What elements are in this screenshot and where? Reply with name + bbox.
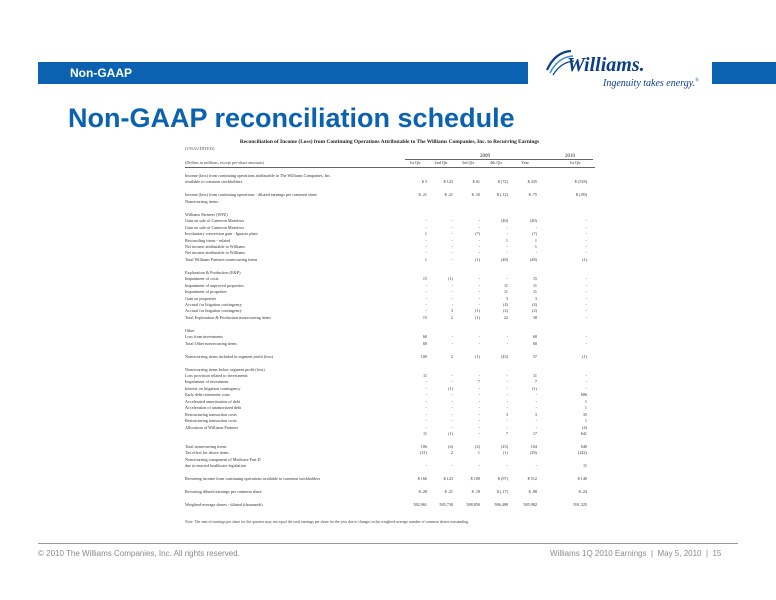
row-value: - <box>506 231 508 237</box>
row-value: - <box>585 372 587 378</box>
row-label: Restructuring transaction costs <box>185 418 237 424</box>
row-value: $ (.89) <box>575 192 587 198</box>
row-value: $ (518) <box>574 179 587 185</box>
row-value: - <box>506 398 508 404</box>
row-value: - <box>535 424 537 430</box>
row-label: Gain on properties <box>185 295 217 301</box>
footer-date: May 5, 2010 <box>657 549 702 558</box>
row-value: 100 <box>420 353 427 359</box>
row-value: 7 <box>505 431 508 436</box>
column-header: 4th Qtr <box>490 160 502 165</box>
brand-tagline-text: Ingenuity takes energy. <box>603 78 696 89</box>
row-value: - <box>506 463 508 469</box>
row-value: (4) <box>582 424 587 430</box>
row-value: (2) <box>503 308 508 314</box>
row-value: 22 <box>503 314 508 320</box>
footer-event: Williams 1Q 2010 Earnings <box>550 549 647 558</box>
footer-page-number: 15 <box>712 549 722 558</box>
row-value: - <box>425 289 427 295</box>
row-value: - <box>425 424 427 430</box>
row-value: 3 <box>534 411 537 417</box>
row-value: 3 <box>534 295 537 301</box>
header-rule <box>185 167 595 168</box>
row-value: - <box>451 398 453 404</box>
row-label: Impairment of investment <box>185 379 229 385</box>
row-value: - <box>451 424 453 430</box>
row-value: (4) <box>532 302 537 307</box>
row-label: Nonrecurring items included in segment profit (loss) <box>185 353 274 359</box>
row-value: - <box>478 295 480 301</box>
row-value: - <box>451 379 453 385</box>
row-label: Accelerated amortization of debt <box>185 398 240 404</box>
row-value: - <box>478 243 480 249</box>
row-value: $ (97) <box>497 476 508 482</box>
row-value: - <box>506 334 508 340</box>
row-value: (48) <box>530 256 537 262</box>
row-value: - <box>506 276 508 282</box>
row-label: Impairment of properties <box>185 289 227 295</box>
row-value: $ .28 <box>418 489 427 495</box>
row-value: 15 <box>422 276 427 282</box>
row-label: Acceleration of unamortized debt <box>185 405 242 411</box>
row-value: 1 <box>477 450 480 456</box>
row-label: Williams Partners (WPZ) <box>185 211 228 217</box>
row-value: - <box>425 392 427 398</box>
row-label: Involuntary conversion gain - Ignacio plant <box>185 231 258 237</box>
row-value: - <box>585 308 587 314</box>
row-value: - <box>425 379 427 385</box>
row-value: - <box>451 372 453 378</box>
brand-tagline <box>603 78 699 89</box>
row-value: 1 <box>424 256 427 262</box>
row-value: (1) <box>475 256 480 262</box>
row-label: Weighted-average shares - diluted (thousands) <box>185 501 263 507</box>
row-value: 1 <box>584 398 587 404</box>
row-value: (29) <box>530 450 537 456</box>
row-value: $ 435 <box>527 179 537 185</box>
row-value: 38 <box>532 314 537 320</box>
row-value: $ .10 <box>471 192 480 198</box>
row-value: - <box>535 463 537 469</box>
row-value: 60 <box>532 340 537 346</box>
row-value: - <box>451 340 453 346</box>
year-2010-label: 2010 <box>565 154 575 159</box>
row-label: Interest on litigation contingency <box>185 385 241 391</box>
row-value: 35 <box>582 411 587 417</box>
row-label: Total Williams Partners nonrecurring items <box>185 256 258 262</box>
row-value: 586,409 <box>494 501 508 507</box>
row-value: - <box>478 424 480 430</box>
row-value: 104 <box>530 443 537 449</box>
row-value: - <box>451 334 453 340</box>
row-value: - <box>478 237 480 243</box>
row-value: - <box>478 385 480 391</box>
row-value: - <box>506 385 508 391</box>
row-value: (7) <box>475 231 480 237</box>
schedule-title: Reconciliation of Income (Loss) from Continuing Operations Attributable to The Williams Companies, Inc. to Recurring Earnings <box>239 139 540 145</box>
row-value: $ 166 <box>417 476 427 482</box>
row-value: - <box>478 418 480 424</box>
row-label: Accrual for litigation contingency <box>185 302 242 307</box>
row-value: (1) <box>475 353 480 359</box>
row-value: - <box>585 379 587 385</box>
row-value: - <box>425 224 427 230</box>
row-value: 57 <box>532 353 537 359</box>
column-header: 2nd Qtr <box>434 160 448 165</box>
row-value: - <box>506 224 508 230</box>
row-value: 15 <box>532 276 537 282</box>
row-value: $ .75 <box>528 192 537 198</box>
row-value: - <box>585 340 587 346</box>
row-value: 106 <box>420 443 427 449</box>
row-value: - <box>585 314 587 320</box>
row-value: - <box>478 398 480 404</box>
row-value: $ .18 <box>471 489 480 495</box>
row-label: available to common stockholders <box>185 179 243 185</box>
column-header: 3rd Qtr <box>461 160 475 165</box>
row-value: (31) <box>420 450 427 456</box>
row-value: - <box>425 243 427 249</box>
row-value: - <box>478 224 480 230</box>
row-value: - <box>535 418 537 424</box>
row-value: - <box>425 302 427 307</box>
row-value: - <box>585 231 587 237</box>
row-value: - <box>585 237 587 243</box>
row-value: 17 <box>532 431 537 436</box>
row-value: $ 61 <box>472 179 480 185</box>
row-value: (2) <box>475 443 480 449</box>
row-value: - <box>425 385 427 391</box>
row-value: - <box>425 295 427 301</box>
row-value: 15 <box>422 314 427 320</box>
row-label: Net income attributable to Williams <box>185 250 245 256</box>
row-value: - <box>506 243 508 249</box>
row-value: - <box>585 224 587 230</box>
row-value: - <box>451 411 453 417</box>
row-value: $ (.12) <box>496 192 508 198</box>
row-value: - <box>585 250 587 256</box>
row-value: - <box>425 405 427 411</box>
row-value: 3 <box>450 308 453 314</box>
row-value: - <box>478 411 480 417</box>
row-value: - <box>585 276 587 282</box>
row-value: - <box>585 385 587 391</box>
row-value: - <box>451 250 453 256</box>
row-label: Accrual for litigation contingency <box>185 308 242 314</box>
row-value: - <box>506 372 508 378</box>
row-value: (1) <box>532 385 537 391</box>
row-value: 3 <box>505 295 508 301</box>
row-label: Gain on sale of Cameron Meadows <box>185 218 245 224</box>
column-header: 1st Qtr <box>409 160 421 165</box>
row-value: - <box>478 392 480 398</box>
row-value: - <box>506 418 508 424</box>
row-value: - <box>478 334 480 340</box>
row-value: $ .21 <box>444 489 453 495</box>
row-label: Recurring income from continuing operations available to common stockholders <box>185 476 321 482</box>
row-value: - <box>451 224 453 230</box>
row-value: 7 <box>477 379 480 385</box>
row-value: 11 <box>503 282 508 288</box>
row-label: Gain on sale of Cameron Meadows <box>185 224 245 230</box>
row-value: (1) <box>448 385 453 391</box>
column-header: Year <box>521 160 529 165</box>
row-value: $ 140 <box>577 476 587 482</box>
row-label: Total nonrecurring items <box>185 443 227 449</box>
row-value: 11 <box>422 372 427 378</box>
row-value: - <box>478 463 480 469</box>
row-label: Restructuring transaction costs <box>185 411 237 417</box>
brand-name: Williams. <box>567 54 645 76</box>
row-value: 591,325 <box>573 501 587 507</box>
row-value: 7 <box>534 379 537 385</box>
row-value: 640 <box>580 443 587 449</box>
row-value: 60 <box>532 334 537 340</box>
row-value: (1) <box>582 353 587 359</box>
schedule-note: Note: The sum of earnings per share for the quarters may not equal the total earnings per share for the year due to changes in the weighted-average number of common shares outstanding. <box>185 520 469 524</box>
row-label: Nonrecurring items below segment profit (loss) <box>185 366 265 372</box>
page-title: Non-GAAP reconciliation schedule <box>68 103 515 133</box>
row-value: 582,961 <box>413 501 427 507</box>
row-value: - <box>451 243 453 249</box>
row-value: - <box>425 282 427 288</box>
row-value: - <box>425 218 427 224</box>
row-value: 1 <box>424 231 427 237</box>
row-value: - <box>585 295 587 301</box>
row-label: Income (loss) from continuing operations - diluted earnings per common share <box>185 192 317 198</box>
row-value: - <box>425 250 427 256</box>
williams-logo <box>545 48 705 93</box>
row-label: Impairment of unproved properties <box>185 282 244 288</box>
row-value: - <box>425 418 427 424</box>
row-value: $ .21 <box>444 192 453 198</box>
row-value: - <box>451 237 453 243</box>
row-value: 585,730 <box>439 501 453 507</box>
row-label: Exploration & Production (E&P) <box>185 269 241 275</box>
row-label: Impairment of costs <box>185 276 219 282</box>
row-value: (4) <box>503 302 508 307</box>
row-value: - <box>451 392 453 398</box>
schedule-subtitle: (UNAUDITED) <box>185 146 215 151</box>
row-value: - <box>478 218 480 224</box>
row-value: 606 <box>580 392 587 398</box>
row-value: (23) <box>501 443 508 449</box>
row-value: - <box>478 431 480 436</box>
row-value: (242) <box>577 450 587 456</box>
row-value: - <box>425 411 427 417</box>
row-value: $ 3 <box>421 179 427 185</box>
row-value: 1 <box>505 237 508 243</box>
row-label: Loss from investments <box>185 334 224 340</box>
row-value: 11 <box>532 282 537 288</box>
row-label: due to enacted healthcare legislation <box>185 463 246 469</box>
row-value: - <box>535 224 537 230</box>
row-value: - <box>478 289 480 295</box>
row-value: - <box>506 340 508 346</box>
row-value: (4) <box>448 443 453 449</box>
row-value: - <box>451 218 453 224</box>
row-value: - <box>585 282 587 288</box>
row-value: - <box>451 295 453 301</box>
row-value: - <box>425 308 427 314</box>
row-label: Other <box>185 327 195 333</box>
row-value: (1) <box>448 276 453 282</box>
row-value: - <box>478 302 480 307</box>
row-value: - <box>585 334 587 340</box>
footer-info <box>550 549 721 558</box>
row-value: 588,850 <box>466 501 480 507</box>
row-value: 1 <box>534 237 537 243</box>
row-value: - <box>585 302 587 307</box>
units-note: (Dollars in millions, except per-share amounts) <box>185 160 264 165</box>
row-value: (1) <box>475 314 480 320</box>
row-value: - <box>535 250 537 256</box>
row-value: - <box>451 231 453 237</box>
row-label: Loss provision related to investments <box>185 372 248 378</box>
row-value: - <box>451 302 453 307</box>
row-label: Recurring diluted earnings per common share <box>185 489 262 495</box>
row-value: 585,982 <box>523 501 537 507</box>
row-value: - <box>478 282 480 288</box>
section-label: Non-GAAP <box>70 66 132 80</box>
row-value: 60 <box>422 340 427 346</box>
footer-rule <box>38 543 738 544</box>
row-label: Nonrecurring items: <box>185 198 219 204</box>
row-value: - <box>535 405 537 411</box>
row-value: $ .24 <box>578 489 587 495</box>
row-value: $ 100 <box>470 476 480 482</box>
row-value: - <box>585 218 587 224</box>
row-value: 1 <box>584 405 587 411</box>
row-value: - <box>451 256 453 262</box>
row-value: - <box>506 379 508 385</box>
row-value: - <box>585 289 587 295</box>
row-value: (2) <box>532 308 537 314</box>
row-value: $ 123 <box>443 476 453 482</box>
row-value: $ .21 <box>418 192 427 198</box>
row-value: 1 <box>584 418 587 424</box>
row-value: 11 <box>503 289 508 295</box>
row-value: - <box>506 392 508 398</box>
row-value: 11 <box>532 289 537 295</box>
row-value: - <box>535 398 537 404</box>
row-value: (40) <box>501 218 508 224</box>
row-value: - <box>451 289 453 295</box>
row-value: - <box>425 398 427 404</box>
row-value: 3 <box>505 411 508 417</box>
section-bar-right <box>712 62 776 84</box>
row-value: - <box>425 463 427 469</box>
row-value: $ 512 <box>527 476 537 482</box>
row-label: Early debt retirement costs <box>185 392 230 398</box>
row-value: - <box>478 250 480 256</box>
row-value: (48) <box>501 256 508 262</box>
row-value: - <box>451 282 453 288</box>
row-value: (43) <box>501 353 508 359</box>
row-value: (1) <box>582 256 587 262</box>
year-2009-label: 2009 <box>480 154 490 159</box>
row-value: - <box>478 405 480 411</box>
column-header: 1st Qtr <box>569 160 581 165</box>
row-value: $ .88 <box>528 489 537 495</box>
row-value: - <box>451 418 453 424</box>
row-value: - <box>506 424 508 430</box>
row-value: 2 <box>450 450 453 456</box>
row-value: - <box>506 405 508 411</box>
row-value: - <box>451 463 453 469</box>
row-value: (40) <box>530 218 537 224</box>
row-value: - <box>478 276 480 282</box>
row-value: (7) <box>532 231 537 237</box>
row-label: Allocation of Williams Partners <box>185 424 239 430</box>
row-value: (1) <box>475 308 480 314</box>
footer-separator: | <box>650 549 654 558</box>
row-value: 11 <box>532 372 537 378</box>
row-value: 641 <box>580 431 587 436</box>
row-value: - <box>506 250 508 256</box>
row-value: 11 <box>582 463 587 469</box>
row-value: (1) <box>448 431 453 436</box>
reconciliation-schedule <box>183 136 596 528</box>
row-value: 1 <box>534 243 537 249</box>
row-value: $ (72) <box>497 179 508 185</box>
row-value: 11 <box>422 431 427 436</box>
row-label: Net income attributable to Williams <box>185 243 245 249</box>
row-value: - <box>535 392 537 398</box>
footer-copyright: © 2010 The Williams Companies, Inc. All rights reserved. <box>38 549 240 558</box>
row-value: - <box>425 237 427 243</box>
row-value: (1) <box>503 450 508 456</box>
row-label: Reconciling items - related <box>185 237 231 243</box>
row-label: Total Exploration & Production nonrecurring items <box>185 314 271 320</box>
row-label: Total Other nonrecurring items <box>185 340 237 346</box>
row-label: Tax effect for above items <box>185 450 229 456</box>
row-value: - <box>451 405 453 411</box>
row-value: - <box>585 243 587 249</box>
row-value: 60 <box>422 334 427 340</box>
row-value: - <box>478 372 480 378</box>
row-label: Income (loss) from continuing operations attributable to The Williams Companies, Inc. <box>185 173 331 178</box>
row-value: - <box>478 340 480 346</box>
row-value: 2 <box>450 314 453 320</box>
row-value: $ (.17) <box>496 489 508 495</box>
brand-tagline-mark: ® <box>695 78 699 84</box>
footer-separator: | <box>705 549 709 558</box>
row-label: Nonrecurring component of Medicare Part D <box>185 456 261 462</box>
row-value: 2 <box>450 353 453 359</box>
row-value: $ 123 <box>443 179 453 185</box>
